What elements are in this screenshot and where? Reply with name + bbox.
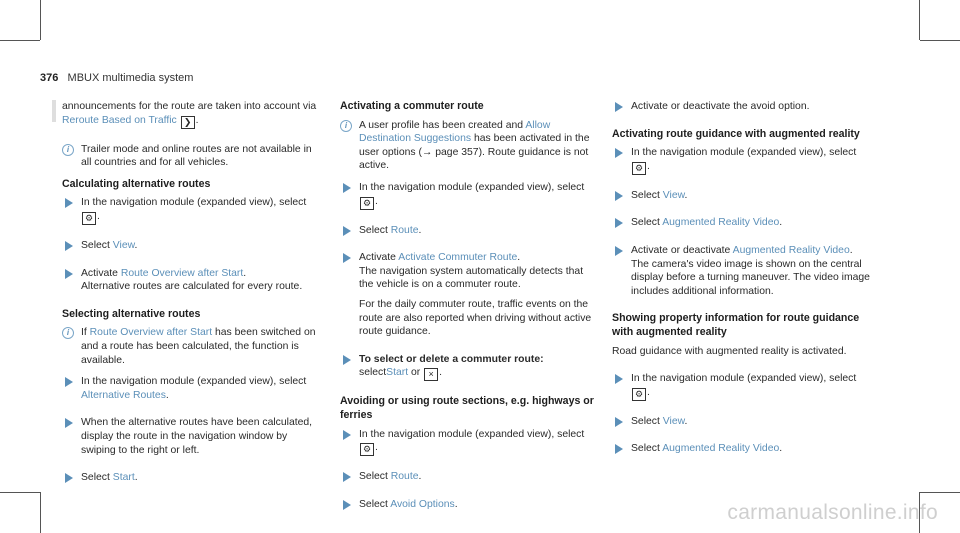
watermark: carmanualsonline.info xyxy=(727,501,938,524)
step: Activate Activate Commuter Route. The navigation system automatically detects that the vehicle is on a commuter route. For the daily commuter route, traffic events on the route are also reported when driving without active route guidance. xyxy=(340,251,598,339)
page-header xyxy=(40,72,193,84)
paragraph: Road guidance with augmented reality is activated. xyxy=(612,345,847,357)
crop-mark xyxy=(40,492,41,533)
arrow-icon xyxy=(65,198,73,208)
step: When the alternative routes have been calculated, display the route in the navigation window by swiping to the right or left. xyxy=(62,416,320,457)
arrow-icon xyxy=(65,377,73,387)
info-note: i Trailer mode and online routes are not available in all countries and for all vehicles. xyxy=(62,143,320,170)
step-heading: To select or delete a commuter route: xyxy=(359,353,544,365)
arrow-icon xyxy=(615,417,623,427)
section-heading: Calculating alternative routes xyxy=(62,177,211,190)
section-heading: Avoiding or using route sections, e.g. highways or ferries xyxy=(340,395,594,421)
arrow-icon xyxy=(615,444,623,454)
crop-mark xyxy=(0,40,40,41)
column-separator xyxy=(52,100,56,122)
settings-icon: ⚙ xyxy=(360,197,374,210)
reroute-link[interactable]: Reroute Based on Traffic xyxy=(62,114,177,126)
ar-video-link[interactable]: Augmented Reality Video xyxy=(662,217,780,229)
arrow-icon xyxy=(615,191,623,201)
alternative-routes-link[interactable]: Alternative Routes xyxy=(81,389,166,401)
step: In the navigation module (expanded view), select ⚙ . xyxy=(340,428,598,457)
arrow-icon xyxy=(615,148,623,158)
column-3 xyxy=(612,100,870,470)
info-icon: i xyxy=(62,144,74,156)
arrow-icon xyxy=(343,430,351,440)
step: In the navigation module (expanded view), select ⚙ . xyxy=(612,372,870,401)
route-link[interactable]: Route xyxy=(390,471,419,483)
step: Select Start. xyxy=(62,471,320,485)
settings-icon: ⚙ xyxy=(632,388,646,401)
crop-mark xyxy=(919,0,920,40)
crop-mark xyxy=(920,492,960,493)
arrow-icon xyxy=(65,418,73,428)
section-heading: Activating a commuter route xyxy=(340,100,484,112)
info-icon: i xyxy=(62,327,74,339)
step: To select or delete a commuter route: selectStart or × . xyxy=(340,353,598,382)
view-link[interactable]: View xyxy=(662,415,685,427)
continued-text: announcements for the route are taken into account via Reroute Based on Traffic ❯ . xyxy=(62,101,317,127)
arrow-icon xyxy=(343,226,351,236)
info-icon: i xyxy=(340,120,352,132)
settings-icon: ⚙ xyxy=(360,443,374,456)
step: Select Avoid Options. xyxy=(340,498,598,512)
route-overview-link[interactable]: Route Overview after Start xyxy=(89,327,213,339)
close-icon: × xyxy=(424,368,438,381)
step: Select Route. xyxy=(340,224,598,238)
arrow-icon xyxy=(343,472,351,482)
step: Select Route. xyxy=(340,470,598,484)
arrow-icon xyxy=(615,102,623,112)
view-link[interactable]: View xyxy=(662,189,685,201)
avoid-options-link[interactable]: Avoid Options xyxy=(390,498,455,510)
arrow-icon xyxy=(65,473,73,483)
settings-icon: ⚙ xyxy=(82,212,96,225)
step: Select View. xyxy=(62,239,320,253)
step: Activate Route Overview after Start. Alternative routes are calculated for every route. xyxy=(62,267,320,294)
route-overview-link[interactable]: Route Overview after Start xyxy=(120,267,244,279)
arrow-icon xyxy=(343,253,351,263)
step: In the navigation module (expanded view), select ⚙ . xyxy=(612,146,870,175)
arrow-icon xyxy=(615,374,623,384)
arrow-ref-icon: → xyxy=(421,146,433,158)
crop-mark xyxy=(0,492,40,493)
info-note: i If Route Overview after Start has been switched on and a route has been calculated, the function is available. xyxy=(62,326,320,367)
view-link[interactable]: View xyxy=(112,239,135,251)
allow-destination-link[interactable]: Allow Destination Suggestions xyxy=(359,119,551,145)
crop-mark xyxy=(40,0,41,40)
column-1 xyxy=(62,100,320,499)
info-note: i A user profile has been created and Allow Destination Suggestions has been activated in the user options (→ page 357). Route guidance is not active. xyxy=(340,119,598,173)
step: Select View. xyxy=(612,189,870,203)
step: Activate or deactivate the avoid option. xyxy=(612,100,870,114)
page-title: MBUX multimedia system xyxy=(67,72,194,84)
start-link[interactable]: Start xyxy=(386,367,409,379)
arrow-icon xyxy=(65,241,73,251)
chevron-right-icon: ❯ xyxy=(181,116,195,129)
section-heading: Showing property information for route guidance with augmented reality xyxy=(612,312,860,338)
step: Activate or deactivate Augmented Reality Video. The camera's video image is shown on the central display before a turning maneuver. The video image includes additional information. xyxy=(612,244,870,298)
route-link[interactable]: Route xyxy=(390,224,419,236)
arrow-icon xyxy=(615,218,623,228)
arrow-icon xyxy=(615,246,623,256)
commuter-route-link[interactable]: Activate Commuter Route xyxy=(398,252,518,264)
arrow-icon xyxy=(343,355,351,365)
start-link[interactable]: Start xyxy=(112,472,135,484)
step: In the navigation module (expanded view), select ⚙ . xyxy=(62,196,320,225)
column-2 xyxy=(340,100,598,525)
arrow-icon xyxy=(343,183,351,193)
ar-video-link[interactable]: Augmented Reality Video xyxy=(732,244,850,256)
step: Select Augmented Reality Video. xyxy=(612,216,870,230)
crop-mark xyxy=(920,40,960,41)
arrow-icon xyxy=(343,500,351,510)
settings-icon: ⚙ xyxy=(632,162,646,175)
section-heading: Activating route guidance with augmented reality xyxy=(612,127,860,140)
step: In the navigation module (expanded view), select ⚙ . xyxy=(340,181,598,210)
ar-video-link[interactable]: Augmented Reality Video xyxy=(662,443,780,455)
section-heading: Selecting alternative routes xyxy=(62,307,201,320)
page-number: 376 xyxy=(40,72,59,84)
step: In the navigation module (expanded view), select Alternative Routes. xyxy=(62,375,320,402)
step: Select Augmented Reality Video. xyxy=(612,442,870,456)
arrow-icon xyxy=(65,269,73,279)
step: Select View. xyxy=(612,415,870,429)
